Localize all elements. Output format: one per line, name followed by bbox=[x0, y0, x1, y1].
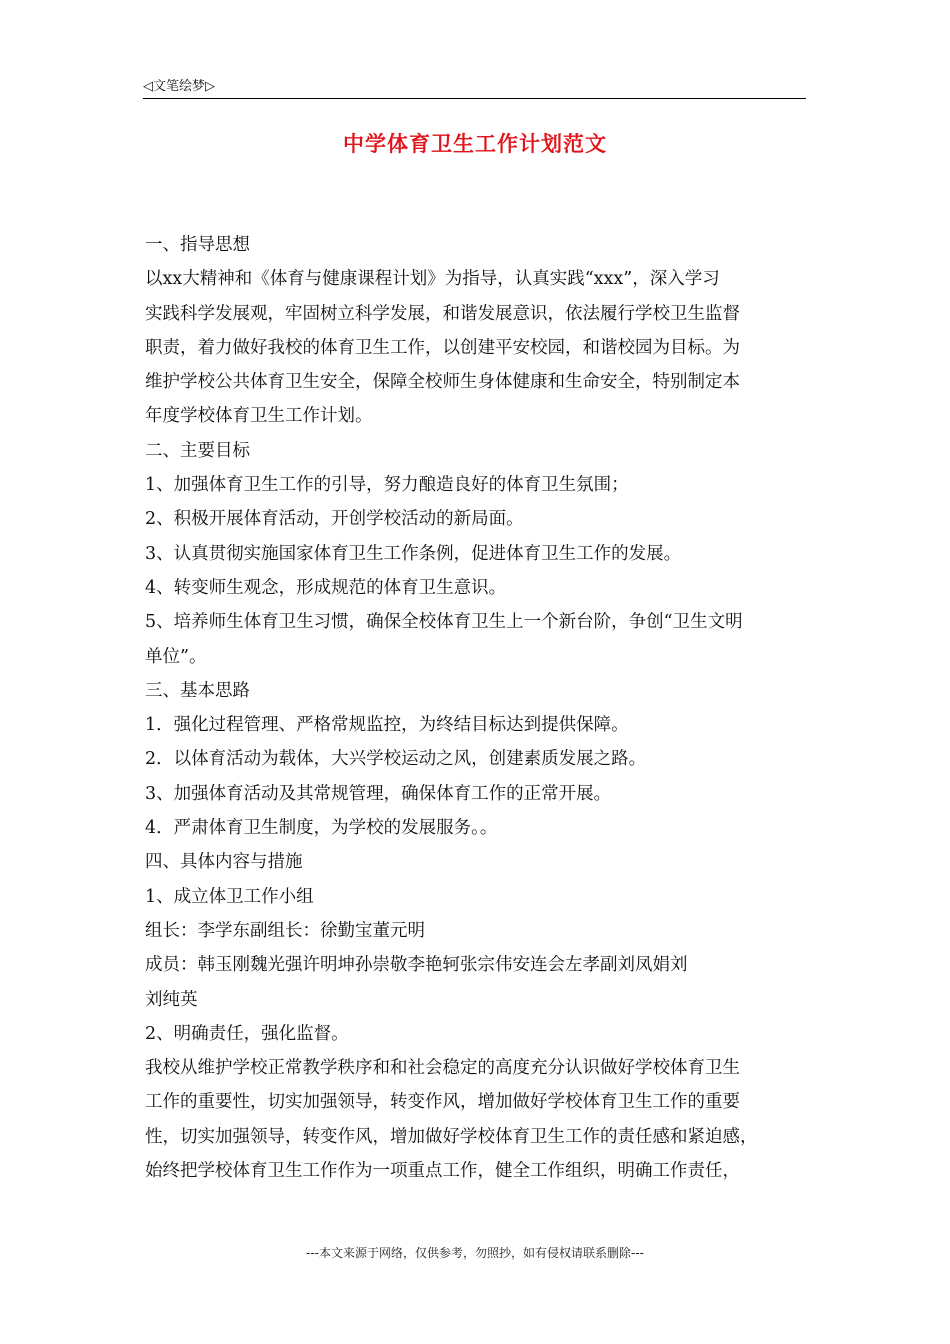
document-body bbox=[145, 228, 820, 1188]
page-header bbox=[143, 76, 806, 99]
text-line: 4、转变师生观念，形成规范的体育卫生意识。 bbox=[145, 577, 507, 598]
text-line: 3、认真贯彻实施国家体育卫生工作条例，促进体育卫生工作的发展。 bbox=[145, 543, 682, 564]
text-line: 我校从维护学校正常教学秩序和和社会稳定的高度充分认识做好学校体育卫生 bbox=[145, 1058, 740, 1079]
text-line: 四、具体内容与措施 bbox=[145, 852, 303, 873]
text-line: 一、指导思想 bbox=[145, 235, 250, 255]
text-line: 以xx大精神和《体育与健康课程计划》为指导，认真实践“xxx”，深入学习 bbox=[145, 269, 720, 290]
text-line: 1、加强体育卫生工作的引导，努力酿造良好的体育卫生氛围； bbox=[145, 475, 629, 496]
header-text: ◁文笔绘梦▷ bbox=[143, 79, 215, 94]
text-line: 维护学校公共体育卫生安全，保障全校师生身体健康和生命安全，特别制定本 bbox=[145, 372, 740, 393]
text-line: 年度学校体育卫生工作计划。 bbox=[145, 406, 373, 427]
text-line: 5、培养师生体育卫生习惯，确保全校体育卫生上一个新台阶，争创“卫生文明 bbox=[145, 612, 743, 633]
text-line: 3、加强体育活动及其常规管理，确保体育工作的正常开展。 bbox=[145, 783, 612, 804]
text-line: 始终把学校体育卫生工作作为一项重点工作，健全工作组织，明确工作责任， bbox=[145, 1161, 740, 1182]
text-line: 性，切实加强领导，转变作风，增加做好学校体育卫生工作的责任感和紧迫感， bbox=[145, 1126, 758, 1147]
text-line: 工作的重要性，切实加强领导，转变作风，增加做好学校体育卫生工作的重要 bbox=[145, 1092, 740, 1113]
text-line: 成员：韩玉刚魏光强许明坤孙崇敬李艳轲张宗伟安连会左孝副刘凤娟刘 bbox=[145, 955, 688, 976]
text-line: 二、主要目标 bbox=[145, 440, 250, 461]
text-line: 三、基本思路 bbox=[145, 680, 250, 701]
text-line: 单位”。 bbox=[145, 646, 207, 667]
text-line: 2、明确责任，强化监督。 bbox=[145, 1023, 349, 1044]
text-line: 2．以体育活动为载体，大兴学校运动之风，创建素质发展之路。 bbox=[145, 749, 647, 770]
text-line: 实践科学发展观，牢固树立科学发展，和谐发展意识，依法履行学校卫生监督 bbox=[145, 303, 740, 324]
text-line: 刘纯英 bbox=[145, 989, 198, 1010]
document-title: 中学体育卫生工作计划范文 bbox=[343, 132, 607, 156]
text-line: 2、积极开展体育活动，开创学校活动的新局面。 bbox=[145, 509, 524, 530]
text-line: 1、成立体卫工作小组 bbox=[145, 886, 314, 907]
text-line: 4．严肃体育卫生制度，为学校的发展服务。。 bbox=[145, 818, 498, 839]
text-line: 组长：李学东副组长：徐勤宝董元明 bbox=[145, 920, 425, 941]
text-line: 1．强化过程管理、严格常规监控，为终结目标达到提供保障。 bbox=[145, 715, 629, 736]
text-line: 职责，着力做好我校的体育卫生工作，以创建平安校园，和谐校园为目标。为 bbox=[145, 337, 740, 358]
page-footer: ---本文来源于网络，仅供参考，勿照抄，如有侵权请联系删除--- bbox=[306, 1246, 644, 1260]
